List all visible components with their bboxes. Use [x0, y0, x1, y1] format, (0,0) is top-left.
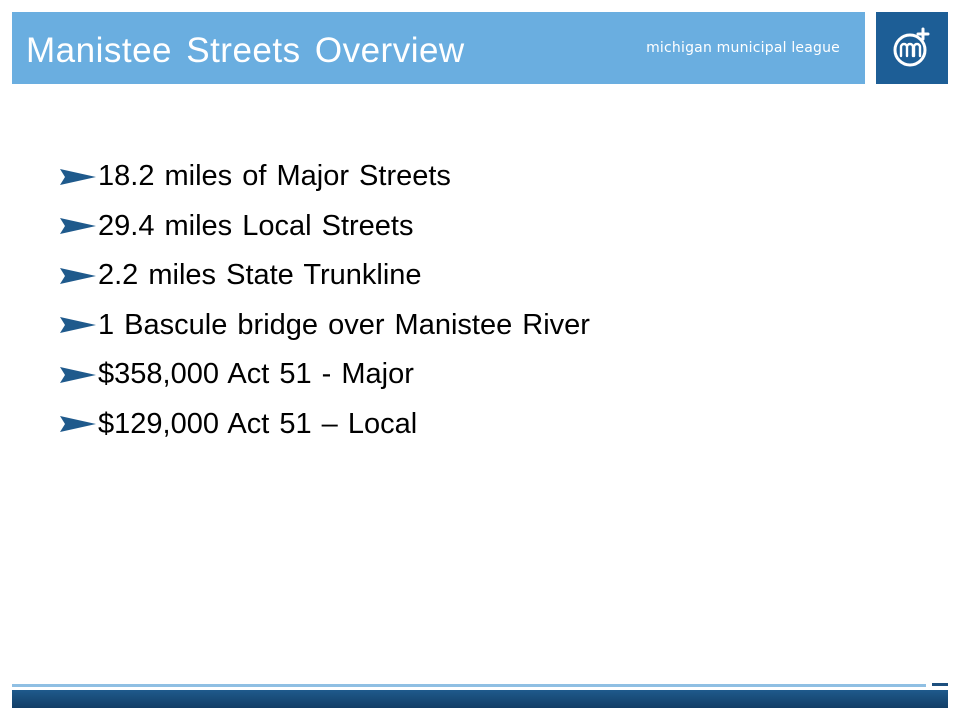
bullet-text: 18.2 miles of Major Streets	[98, 160, 451, 193]
mml-logo-icon	[888, 24, 936, 72]
slide-title: Manistee Streets Overview	[26, 31, 465, 70]
footer-divider	[12, 684, 926, 687]
arrow-bullet-icon	[58, 265, 98, 287]
bullet-item	[58, 152, 590, 202]
bullet-text: $129,000 Act 51 – Local	[98, 407, 418, 440]
bullet-item	[58, 251, 590, 301]
bullet-text: 2.2 miles State Trunkline	[98, 259, 422, 292]
arrow-bullet-icon	[58, 413, 98, 435]
bullet-item	[58, 400, 590, 450]
bullet-item	[58, 202, 590, 252]
title-bar	[12, 12, 865, 84]
bullet-item	[58, 350, 590, 400]
arrow-bullet-icon	[58, 364, 98, 386]
arrow-bullet-icon	[58, 215, 98, 237]
bullet-list	[58, 152, 590, 449]
bullet-text: $358,000 Act 51 - Major	[98, 358, 414, 391]
logo-box	[876, 12, 948, 84]
arrow-bullet-icon	[58, 166, 98, 188]
footer-dash	[932, 683, 948, 686]
arrow-bullet-icon	[58, 314, 98, 336]
organization-name: michigan municipal league	[646, 40, 840, 56]
bullet-text: 1 Bascule bridge over Manistee River	[98, 308, 590, 341]
bullet-text: 29.4 miles Local Streets	[98, 209, 414, 242]
bullet-item	[58, 301, 590, 351]
footer-bar	[12, 690, 948, 708]
